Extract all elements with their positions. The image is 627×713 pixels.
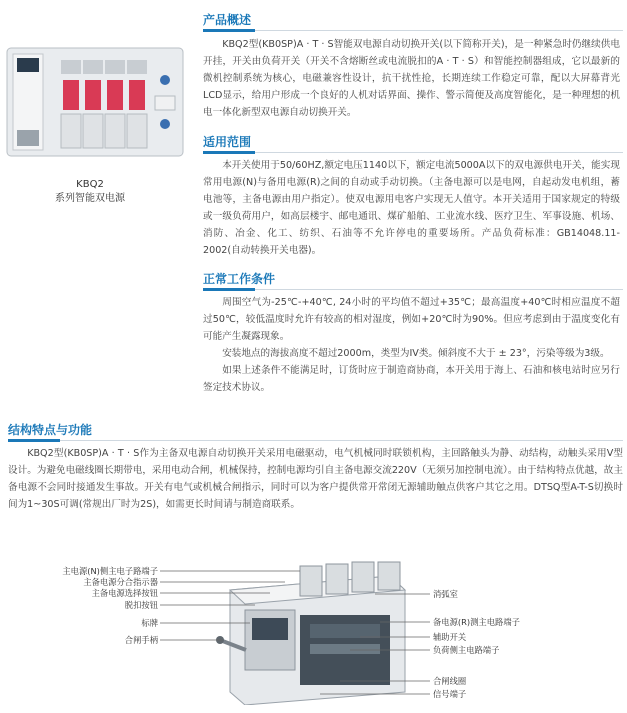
overview-text: KBQ2型(KB0SP)A · T · S智能双电源自动切换开关(以下简称开关)，是一种紧急时仍继续供电开挂，开关由负荷开关（开关不含熔断丝或电流脱扣的A · T · S）和智能控制器组成，它以最新的微机控制系统为核心，电磁兼容性设计，抗干扰性抢，长期连续工作稳定可靠，配以大屏幕背光LCD显示，给用户形成一个良好的人机对话界面、操作、警示简便及高度智能化，是一种理想的机电一体化新型双电源自动切换开关。 <box>203 39 620 118</box>
product-model: KBQ2 <box>76 179 104 190</box>
label-closing-handle: 合闸手柄 <box>124 635 158 645</box>
scope-title: 适用范围 <box>203 135 252 149</box>
label-signal-terminal: 信号端子 <box>433 689 467 699</box>
product-caption <box>30 178 150 206</box>
label-closing-coil: 合闸线圈 <box>433 676 467 686</box>
features-title: 结构特点与功能 <box>8 423 93 437</box>
label-trip-button: 脱扣按钮 <box>124 600 158 610</box>
product-image <box>5 40 185 160</box>
conditions-title: 正常工作条件 <box>203 272 276 286</box>
conditions-text: 周围空气为-25℃-+40℃, 24小时的平均值不超过+35℃；最高温度+40℃时相应温度不超过50℃，较低温度时允许有较高的相对湿度，例如+20℃时为90%。但应考虑到由于温度变化有可能产生凝露现象。 安装地点的海拔高度不超过2000m，类型为IV类。倾斜度不大于 ± 23°，污染等级为3级。 如果上述条件不能满足时，订货时应于制造商协商，本开关用于海上、石油和核电站时应另行签定技术协议。 <box>203 297 620 393</box>
product-series: 系列智能双电源 <box>55 193 125 204</box>
label-arc-chamber: 消弧室 <box>433 589 458 599</box>
conditions-rule <box>203 289 623 290</box>
label-on-off-indicator: 主备电源分合指示器 <box>83 577 158 587</box>
features-rule <box>8 440 623 441</box>
scope-text: 本开关使用于50/60HZ,额定电压1140以下，额定电流5000A以下的双电源供电开关，能实现常用电源(N)与备用电源(R)之间的自动或手动切换。（主备电源可以是电网，自起动发电机组，蓄电池等，主备电源由用户指定）。使双电源用电客户实现无人值守。本开关适用于国家规定的特级或一级负荷用户，如高层楼宇、邮电通讯、煤矿船舶、工业流水线、医疗卫生、军事设施、机场、消防、冶金、化工、纺织、石油等不允许停电的重要场所。产品负荷标准：GB14048.11-2002(自动转换开关电器)。 <box>203 160 620 256</box>
features-text: KBQ2型(KB0SP)A · T · S作为主备双电源自动切换开关采用电磁驱动，电气机械同时联锁机构，主回路触头为静、动结构，动触头采用V型设计。为避免电磁线圈长期带电，采用电动合闸，机械保持，控制电源均引自主备电源交流220V（无须另加控制电流）。由于结构特点优越，故主备电源不会同时接通发生事故。开关有电气或机械合闸指示，同时可以为客户提供常开常闭无源辅助触点供客户其它之用。DTSQ型A-T-S切换时间为1~30S可调(常规出厂时为2S)，如需更长时间请与制造商联系。 <box>8 448 623 510</box>
switch-diagram <box>200 560 410 705</box>
overview-rule <box>203 30 623 31</box>
overview-title: 产品概述 <box>203 13 252 27</box>
label-nameplate: 标牌 <box>141 618 158 628</box>
label-load-side-terminal: 负荷侧主电路端子 <box>433 645 500 655</box>
scope-rule <box>203 152 623 153</box>
label-main-source-terminal: 主电源(N)侧主电子路端子 <box>62 566 158 576</box>
label-backup-source-terminal: 备电源(R)测主电路端子 <box>433 617 520 627</box>
label-source-select-button: 主备电源选择按钮 <box>91 588 158 598</box>
label-auxiliary-switch: 辅助开关 <box>433 632 467 642</box>
